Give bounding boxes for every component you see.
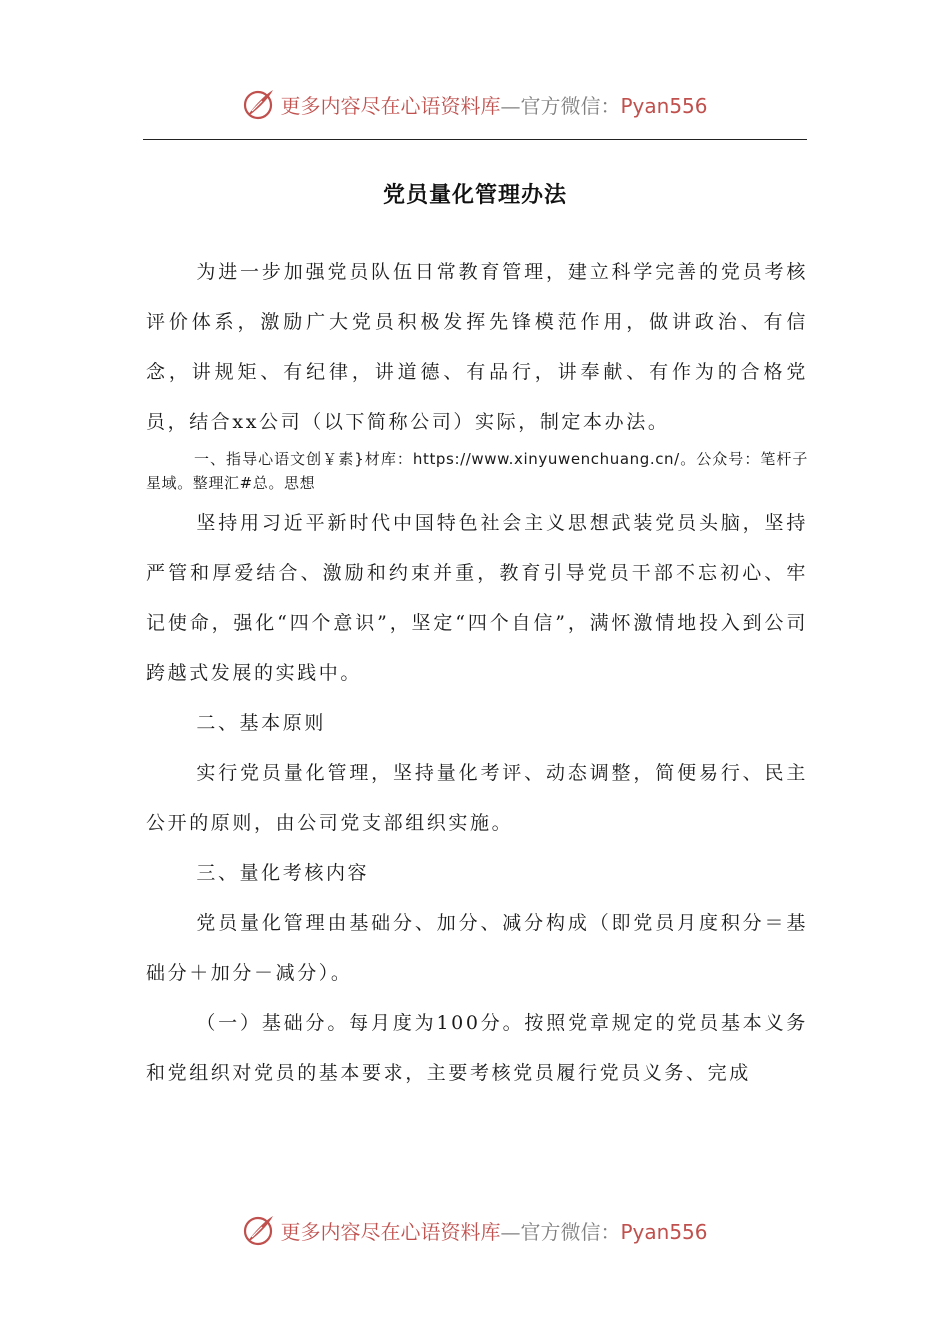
paragraph-basic-principles: 实行党员量化管理，坚持量化考评、动态调整，简便易行、民主公开的原则，由公司党支部组织实施。 — [146, 762, 808, 834]
document-body — [146, 247, 808, 1098]
footer-banner-main: 更多内容尽在心语资料库 — [280, 1219, 501, 1244]
paragraph-base-score: （一）基础分。每月度为100分。按照党章规定的党员基本义务和党组织对党员的基本要求，主要考核党员履行党员义务、完成 — [146, 1012, 808, 1084]
paragraph-intro: 为进一步加强党员队伍日常教育管理，建立科学完善的党员考核评价体系，激励广大党员积极发挥先锋模范作用，做讲政治、有信念，讲规矩、有纪律，讲道德、有品行，讲奉献、有作为的合格党员，结合xx公司（以下简称公司）实际，制定本办法。 — [146, 261, 808, 433]
footer-banner — [0, 1210, 950, 1250]
header-banner-text — [280, 90, 707, 119]
header-banner-official: —官方微信： — [500, 93, 621, 118]
footer-banner-text — [280, 1216, 707, 1245]
header-banner-wechat-id: Pyan556 — [620, 93, 708, 118]
header-banner-main: 更多内容尽在心语资料库 — [280, 93, 501, 118]
paragraph-score-composition: 党员量化管理由基础分、加分、减分构成（即党员月度积分＝基础分＋加分－减分）。 — [146, 912, 808, 984]
header-banner — [0, 84, 950, 124]
quill-logo-icon — [242, 87, 276, 121]
paragraph-section-1-heading: 一、指导心语文创￥素}材库：https://www.xinyuwenchuang.cn/。公众号：笔杆子星域。整理汇#总。思想 — [146, 450, 808, 492]
footer-banner-official: —官方微信： — [500, 1219, 621, 1244]
paragraph-guiding-thought: 坚持用习近平新时代中国特色社会主义思想武装党员头脑，坚持严管和厚爱结合、激励和约束并重，教育引导党员干部不忘初心、牢记使命，强化“四个意识”，坚定“四个自信”，满怀激情地投入到公司跨越式发展的实践中。 — [146, 512, 808, 684]
quill-logo-icon — [242, 1213, 276, 1247]
section-2-heading: 二、基本原则 — [196, 712, 326, 734]
section-3-heading: 三、量化考核内容 — [196, 862, 370, 884]
header-divider — [143, 139, 807, 140]
document-title: 党员量化管理办法 — [382, 183, 567, 208]
footer-banner-wechat-id: Pyan556 — [620, 1219, 708, 1244]
